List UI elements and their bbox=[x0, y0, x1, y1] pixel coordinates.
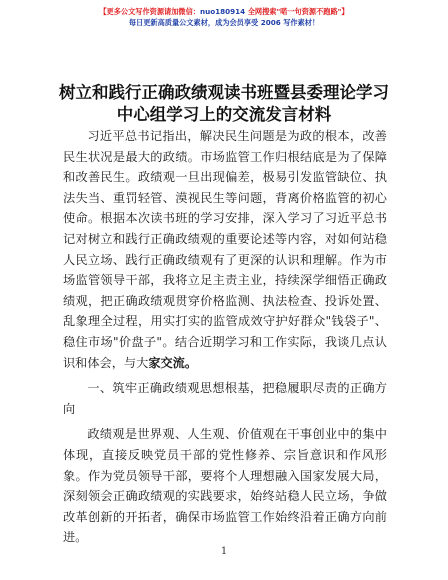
promo-text-search: 全网搜索"喏一句资源不跑路"】 bbox=[245, 7, 349, 16]
document-body bbox=[63, 126, 387, 548]
promo-banner-line-1 bbox=[0, 6, 448, 17]
paragraph-text: 习近平总书记指出，解决民生问题是为政的根本，改善民生状况是最大的政绩。市场监管工作归根结底是为了保障和改善民生。政绩观一旦出现偏差，极易引发监管缺位、执法失当、重罚轻管、漠视民生等问题，背离价格监管的初心使命。根据本次读书班的学习安排，深入学习了习近平总书记对树立和践行正确政绩观的重要论述等内容，对如何站稳人民立场、践行正确政绩观有了更深的认识和理解。作为市场监管领导干部，我将立足主责主业，持续深学细悟正确政绩观，把正确政绩观贯穿价格监测、执法检查、投诉处置、乱象理全过程，用实打实的监管成效守护好群众"钱袋子"、稳住市场"价盘子"。结合近期学习和工作实际，我谈几点认识和体会，与大 bbox=[63, 129, 387, 370]
promo-banner bbox=[0, 6, 448, 28]
document-title-line-1: 树立和践行正确政绩观读书班暨县委理论学习 bbox=[59, 83, 389, 102]
promo-membership-text: 每日更新高质量公文素材，成为会员享受 2006 写作素材！ bbox=[128, 18, 320, 27]
promo-banner-line-2 bbox=[0, 17, 448, 28]
document-title-line-2: 中心组学习上的交流发言材料 bbox=[116, 105, 332, 124]
promo-text: 【更多公文写作资源请加微信： bbox=[99, 7, 200, 16]
section-heading-1: 一、筑牢正确政绩观思想根基，把稳履职尽责的正确方向 bbox=[63, 381, 387, 416]
body-paragraph-intro bbox=[63, 126, 387, 373]
paragraph-bold-tail: 家交流。 bbox=[148, 355, 198, 370]
page-number: 1 bbox=[220, 546, 228, 557]
document-title bbox=[40, 82, 408, 126]
body-paragraph-section-1: 政绩观是世界观、人生观、价值观在干事创业中的集中体现，直接反映党员干部的党性修养、宗旨意识和作风形象。作为党员领导干部，要将个人理想融入国家发展大局，深刻领会正确政绩观的实践要求，始终站稳人民立场，争做改革创新的开拓者，确保市场监管工作始终沿着正确方向前进。 bbox=[63, 427, 387, 545]
wechat-id: nuo180914 bbox=[200, 7, 246, 16]
